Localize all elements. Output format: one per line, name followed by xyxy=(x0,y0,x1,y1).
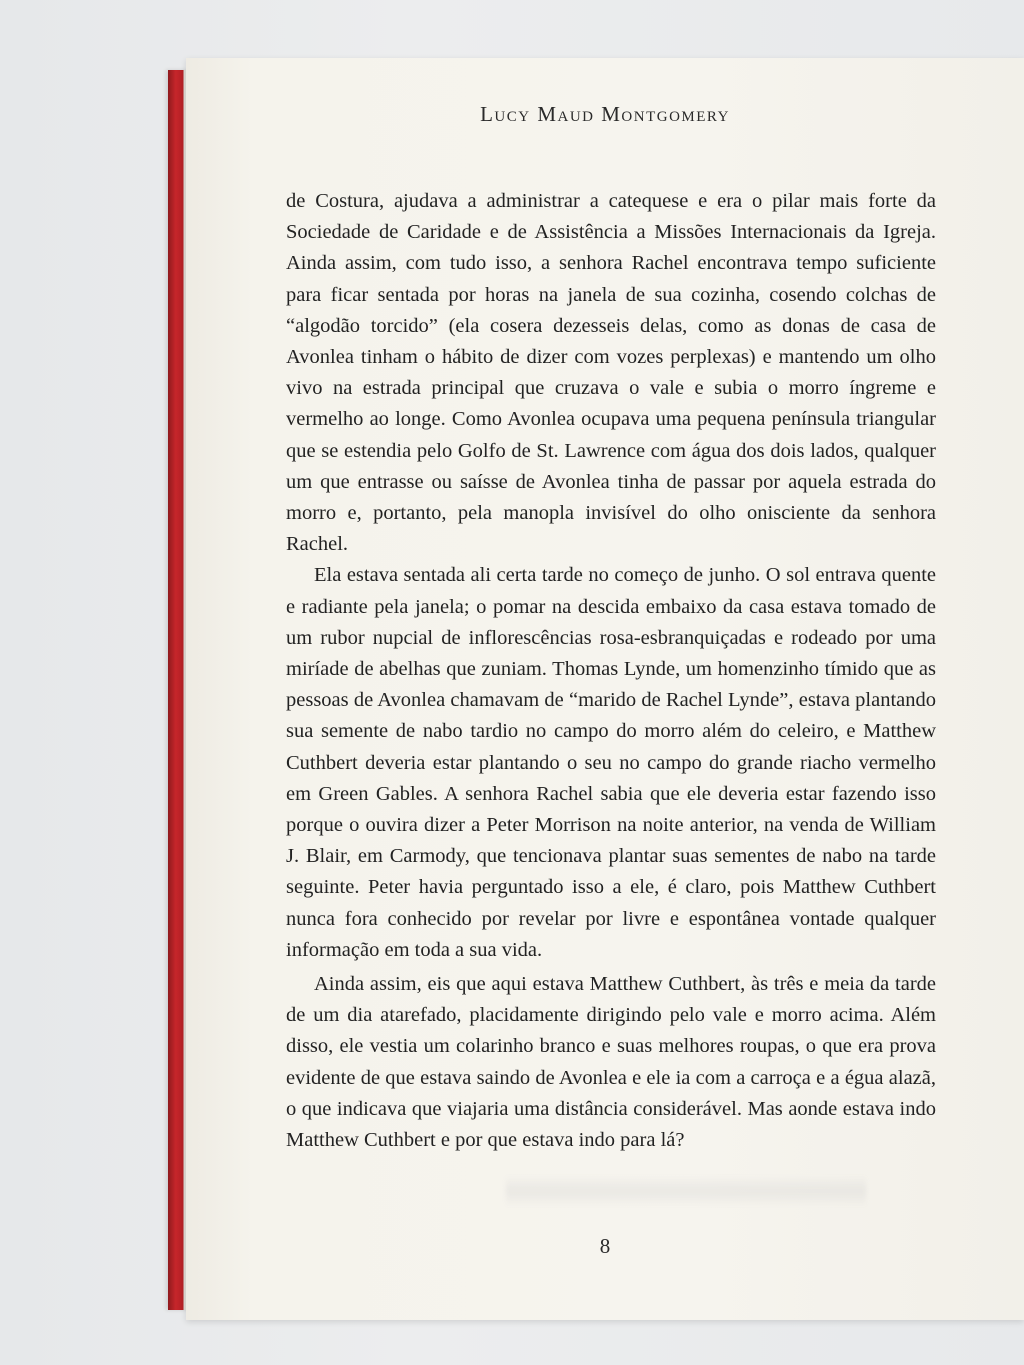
paragraph-2: Ela estava sentada ali certa tarde no começo de junho. O sol entrava quente e radiante pela janela; o pomar na descida embaixo da casa estava tomado de um rubor nupcial de inflorescências rosa-esbranquiçadas e rodeado por uma miríade de abelhas que zuniam. Thomas Lynde, um homenzinho tímido que as pessoas de Avonlea chamavam de “marido de Rachel Lynde”, estava plantando sua semente de nabo tardio no campo do morro além do celeiro, e Matthew Cuthbert deveria estar plantando o seu no campo do grande riacho vermelho em Green Gables. A senhora Rachel sabia que ele deveria estar fazendo isso porque o ouvira dizer a Peter Morrison na noite anterior, na venda de William J. Blair, em Carmody, que tencionava plantar suas sementes de nabo na tarde seguinte. Peter havia perguntado isso a ele, é claro, pois Matthew Cuthbert nunca fora conhecido por revelar por livre e espontânea vontade qualquer informação em toda a sua vida. xyxy=(286,564,936,961)
paragraph-1: de Costura, ajudava a administrar a catequese e era o pilar mais forte da Sociedade de Caridade e de Assistência a Missões Internacionais da Igreja. Ainda assim, com tudo isso, a senhora Rachel encontrava tempo suficiente para ficar sentada por horas na janela de sua cozinha, cosendo colchas de “algodão torcido” (ela cosera dezesseis delas, como as donas de casa de Avonlea tinham o hábito de dizer com vozes perplexas) e mantendo um olho vivo na estrada principal que cruzava o vale e subia o morro íngreme e vermelho ao longe. Como Avonlea ocupava uma pequena península triangular que se estendia pelo Golfo de St. Lawrence com água dos dois lados, qualquer um que entrasse ou saísse de Avonlea tinha de passar por aquela estrada do morro e, portanto, pela manopla invisível do olho onisciente da senhora Rachel. xyxy=(286,190,936,556)
page-number: 8 xyxy=(599,1234,611,1258)
body-text xyxy=(286,186,936,1156)
book-page xyxy=(186,58,1024,1320)
running-head: Lucy Maud Montgomery xyxy=(480,102,730,126)
paragraph-3: Ainda assim, eis que aqui estava Matthew Cuthbert, às três e meia da tarde de um dia atarefado, placidamente dirigindo pelo vale e morro acima. Além disso, ele vestia um colarinho branco e suas melhores roupas, o que era prova evidente de que estava saindo de Avonlea e ele ia com a carroça e a égua alazã, o que indicava que viajaria uma distância considerável. Mas aonde estava indo Matthew Cuthbert e por que estava indo para lá? xyxy=(286,973,936,1152)
show-through-shadow xyxy=(506,1176,866,1206)
